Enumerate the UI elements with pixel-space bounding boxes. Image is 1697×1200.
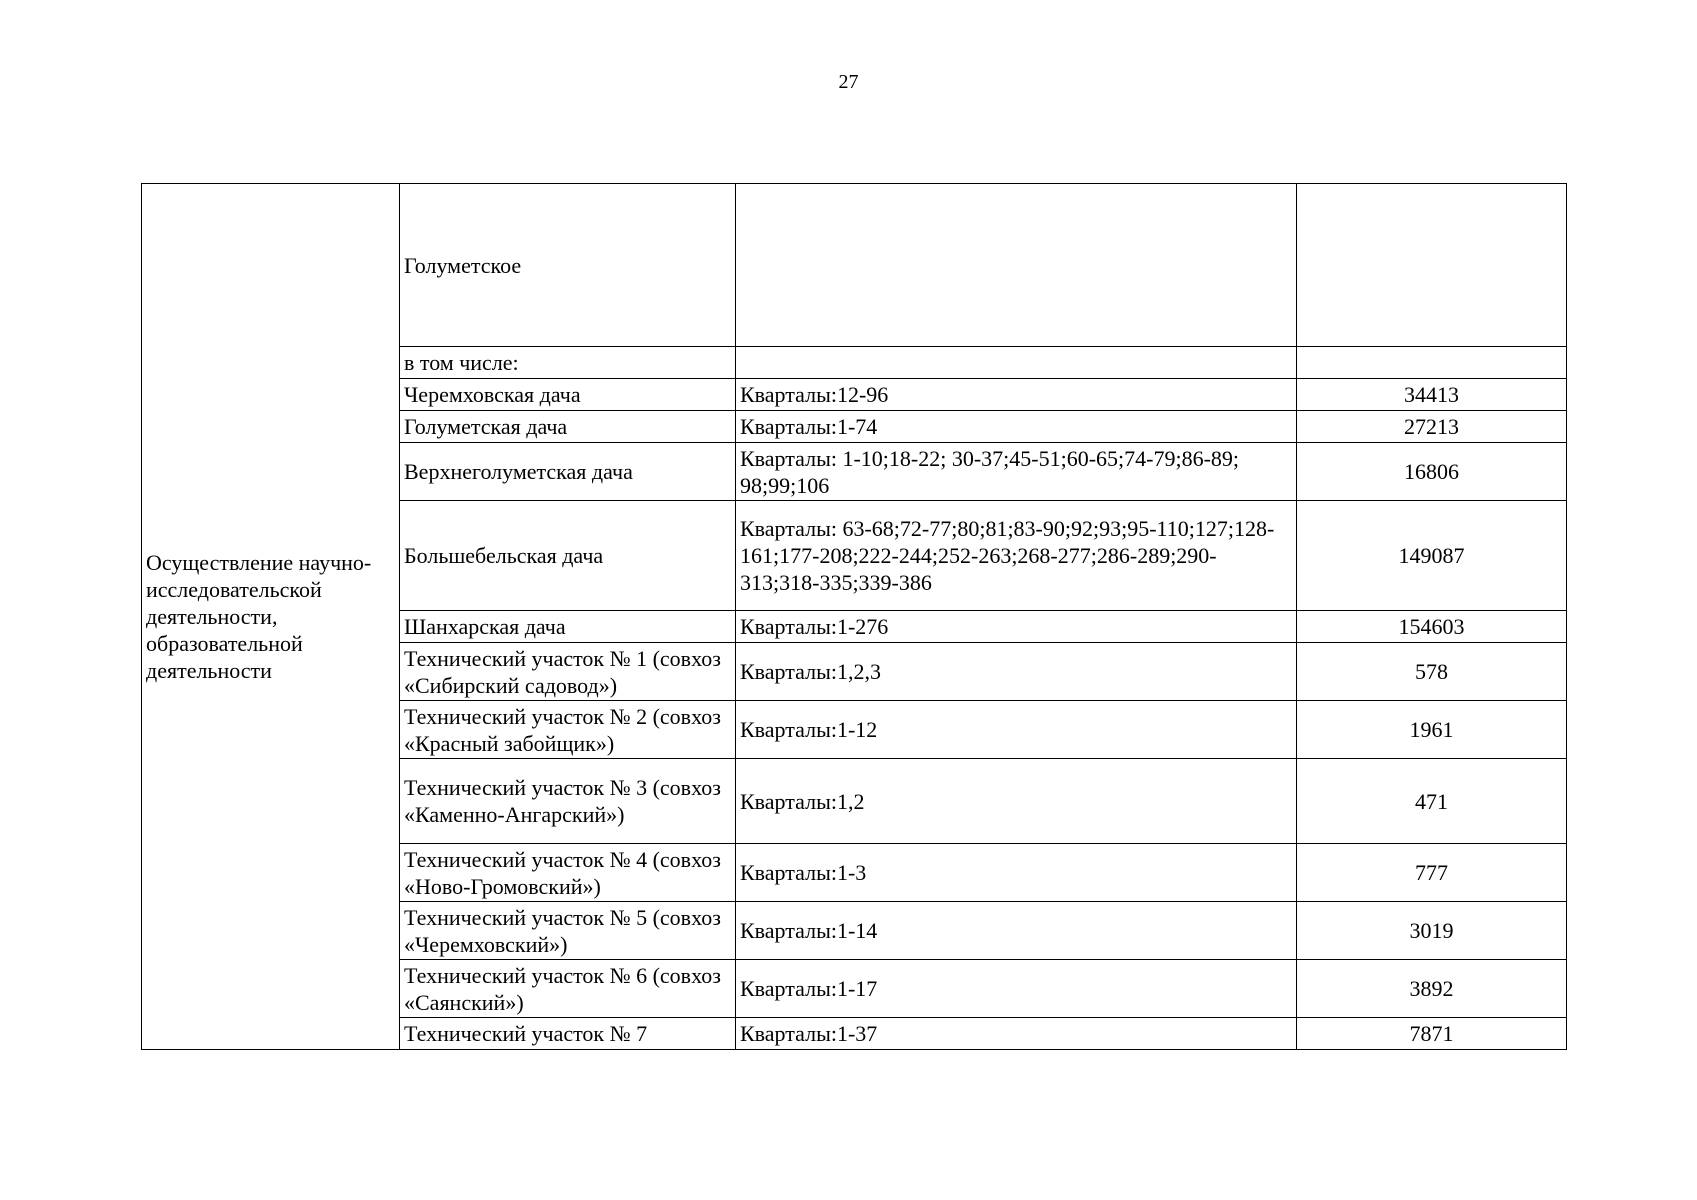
quarters-cell: Кварталы:1-74 bbox=[736, 411, 1297, 443]
area-cell: 7871 bbox=[1297, 1018, 1567, 1050]
name-cell: Большебельская дача bbox=[400, 501, 736, 611]
quarters-cell: Кварталы: 63-68;72-77;80;81;83-90;92;93;95-110;127;128-161;177-208;222-244;252-263;268-277;286-289;290-313;318-335;339-386 bbox=[736, 501, 1297, 611]
area-cell: 3019 bbox=[1297, 902, 1567, 960]
quarters-cell: Кварталы:1-12 bbox=[736, 701, 1297, 759]
area-cell: 3892 bbox=[1297, 960, 1567, 1018]
quarters-cell bbox=[736, 347, 1297, 379]
area-cell: 154603 bbox=[1297, 611, 1567, 643]
name-cell: Технический участок № 7 bbox=[400, 1018, 736, 1050]
name-cell: Черемховская дача bbox=[400, 379, 736, 411]
name-cell: Технический участок № 6 (совхоз «Саянский») bbox=[400, 960, 736, 1018]
name-cell: Технический участок № 4 (совхоз «Ново-Громовский») bbox=[400, 844, 736, 902]
quarters-cell: Кварталы: 1-10;18-22; 30-37;45-51;60-65;74-79;86-89; 98;99;106 bbox=[736, 443, 1297, 501]
name-cell: Технический участок № 5 (совхоз «Черемховский») bbox=[400, 902, 736, 960]
area-cell: 1961 bbox=[1297, 701, 1567, 759]
table-row bbox=[142, 184, 1567, 347]
area-cell: 777 bbox=[1297, 844, 1567, 902]
area-cell: 578 bbox=[1297, 643, 1567, 701]
name-cell: Технический участок № 2 (совхоз «Красный забойщик») bbox=[400, 701, 736, 759]
area-cell bbox=[1297, 184, 1567, 347]
quarters-cell: Кварталы:1,2,3 bbox=[736, 643, 1297, 701]
area-cell: 149087 bbox=[1297, 501, 1567, 611]
activity-cell: Осуществление научно-исследовательской деятельности, образовательной деятельности bbox=[142, 184, 400, 1050]
forestry-name-cell: Голуметское bbox=[400, 184, 736, 347]
page-number: 27 bbox=[838, 71, 859, 93]
name-cell: Технический участок № 3 (совхоз «Каменно-Ангарский») bbox=[400, 759, 736, 844]
quarters-cell: Кварталы:1-37 bbox=[736, 1018, 1297, 1050]
quarters-cell: Кварталы:12-96 bbox=[736, 379, 1297, 411]
area-cell: 16806 bbox=[1297, 443, 1567, 501]
quarters-cell: Кварталы:1-14 bbox=[736, 902, 1297, 960]
quarters-cell: Кварталы:1,2 bbox=[736, 759, 1297, 844]
subheader-cell: в том числе: bbox=[400, 347, 736, 379]
name-cell: Верхнеголуметская дача bbox=[400, 443, 736, 501]
area-cell: 471 bbox=[1297, 759, 1567, 844]
forest-areas-table bbox=[141, 183, 1567, 1050]
name-cell: Технический участок № 1 (совхоз «Сибирский садовод») bbox=[400, 643, 736, 701]
quarters-cell: Кварталы:1-276 bbox=[736, 611, 1297, 643]
name-cell: Голуметская дача bbox=[400, 411, 736, 443]
quarters-cell bbox=[736, 184, 1297, 347]
quarters-cell: Кварталы:1-17 bbox=[736, 960, 1297, 1018]
area-cell: 34413 bbox=[1297, 379, 1567, 411]
quarters-cell: Кварталы:1-3 bbox=[736, 844, 1297, 902]
area-cell: 27213 bbox=[1297, 411, 1567, 443]
name-cell: Шанхарская дача bbox=[400, 611, 736, 643]
area-cell bbox=[1297, 347, 1567, 379]
